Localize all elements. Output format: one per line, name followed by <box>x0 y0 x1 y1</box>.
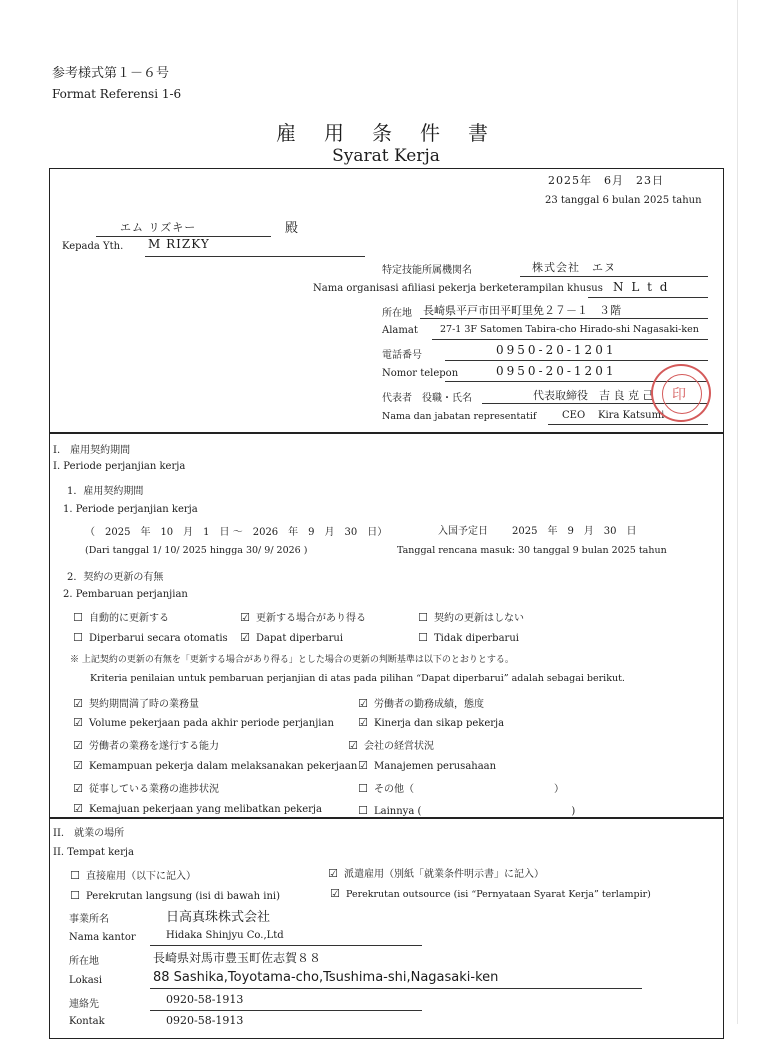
seal-text: 印 <box>672 387 686 403</box>
recipient-latin-underline <box>145 256 365 257</box>
org-label-jp: 特定技能所属機関名 <box>382 265 472 276</box>
checkbox-ability[interactable]: ☑ <box>73 739 83 752</box>
workplace-box <box>49 817 724 1039</box>
phone-value-2: 0950-20-1201 <box>496 364 617 378</box>
employment-direct-jp[interactable]: ☐ 直接雇用（以下に記入） <box>70 869 196 882</box>
office-value-id: Hidaka Shinjyu Co.,Ltd <box>166 930 284 941</box>
recipient-label-id: Kepada Yth. <box>62 241 124 252</box>
section1-sub1-jp: 1．雇用契約期間 <box>67 486 144 497</box>
criteria-performance-id: ☑ Kinerja dan sikap pekerja <box>358 716 505 729</box>
criteria-ability-jp[interactable]: ☑ 労働者の業務を遂行する能力 <box>73 739 219 752</box>
contact-label-id: Kontak <box>69 1016 105 1027</box>
renewal-note-id: Kriteria penilaian untuk pembaruan perjanjian di atas pada pilihan “Dapat diperbarui” adalah sebagai berikut. <box>90 673 625 684</box>
address-label-id: Alamat <box>382 325 418 336</box>
recipient-name-latin: M RIZKY <box>148 237 210 251</box>
period-jp: （ 2025 年 10 月 1 日 ～ 2026 年 9 月 30 日） <box>85 527 388 538</box>
section1-heading-id: I. Periode perjanjian kerja <box>53 461 186 472</box>
recipient-honorific: 殿 <box>285 221 299 236</box>
form-number-id: Format Referensi 1-6 <box>52 87 182 101</box>
org-value-latin: N L t d <box>613 280 670 294</box>
entry-id: Tanggal rencana masuk: 30 tanggal 9 bulan 2025 tahun <box>397 545 667 556</box>
location-value-id: 88 Sashika,Toyotama-cho,Tsushima-shi,Nagasaki-ken <box>153 970 499 985</box>
criteria-progress-jp[interactable]: ☑ 従事している業務の進捗状況 <box>73 782 219 795</box>
section1-sub1-id: 1. Periode perjanjian kerja <box>63 504 198 515</box>
criteria-management-jp[interactable]: ☑ 会社の経営状況 <box>348 739 434 752</box>
contact-value-1: 0920-58-1913 <box>166 993 244 1006</box>
renewal-option-none-id: ☐ Tidak diperbarui <box>418 631 519 644</box>
entry-value-jp: 2025 年 9 月 30 日 <box>512 526 637 537</box>
org-jp-underline <box>520 276 708 277</box>
criteria-progress-id: ☑ Kemajuan pekerjaan yang melibatkan pekerja <box>73 802 322 815</box>
rep-title-id: CEO <box>562 410 586 421</box>
address-label-jp: 所在地 <box>382 308 412 319</box>
employment-dispatch-id: ☑ Perekrutan outsource (isi “Pernyataan Syarat Kerja” terlampir) <box>330 887 651 900</box>
contact-label-jp: 連絡先 <box>69 999 99 1010</box>
recipient-name-kana: エム リズキー <box>120 221 197 234</box>
employment-dispatch-jp[interactable]: ☑ 派遣雇用（別紙「就業条件明示書」に記入） <box>328 867 544 880</box>
rep-value-jp: 代表取締役 吉 良 克 己 <box>533 389 654 402</box>
criteria-management-id: ☑ Manajemen perusahaan <box>358 759 497 772</box>
renewal-option-possible-id: ☑ Dapat diperbarui <box>240 631 344 644</box>
form-number-jp: 参考様式第１－６号 <box>52 66 170 81</box>
checkbox-possible[interactable]: ☑ <box>240 611 250 624</box>
phone-label-jp: 電話番号 <box>382 350 422 361</box>
contact-value-2: 0920-58-1913 <box>166 1014 244 1027</box>
address-jp-underline <box>420 318 708 319</box>
checkbox-none[interactable]: ☐ <box>418 611 428 624</box>
company-seal <box>651 364 711 422</box>
checkbox-other[interactable]: ☐ <box>358 782 368 795</box>
org-latin-underline <box>588 297 708 298</box>
criteria-volume-jp[interactable]: ☑ 契約期間満了時の業務量 <box>73 697 199 710</box>
address-value-jp: 長崎県平戸市田平町里免２７－１ ３階 <box>423 304 621 317</box>
section1-sub2-jp: 2．契約の更新の有無 <box>67 572 164 583</box>
checkbox-management[interactable]: ☑ <box>348 739 358 752</box>
address-id-underline <box>432 339 708 340</box>
phone-1-underline <box>445 360 708 361</box>
entry-label-jp: 入国予定日 <box>438 526 488 537</box>
office-label-id: Nama kantor <box>69 932 136 943</box>
rep-label-jp: 代表者 役職・氏名 <box>382 393 472 404</box>
renewal-option-auto-jp[interactable]: ☐ 自動的に更新する <box>73 611 169 624</box>
title-id: Syarat Kerja <box>332 146 440 166</box>
location-label-jp: 所在地 <box>69 956 99 967</box>
org-value-jp: 株式会社 エヌ <box>532 261 616 274</box>
checkbox-progress[interactable]: ☑ <box>73 782 83 795</box>
phone-label-id: Nomor telepon <box>382 368 459 379</box>
employment-direct-id: ☐ Perekrutan langsung (isi di bawah ini) <box>70 889 280 902</box>
org-label-id: Nama organisasi afiliasi pekerja berketerampilan khusus <box>313 283 603 294</box>
section2-heading-jp: II. 就業の場所 <box>53 828 125 839</box>
checkbox-volume[interactable]: ☑ <box>73 697 83 710</box>
criteria-other-id: ☐ Lainnya ( ) <box>358 804 576 817</box>
date-jp: 2025年 6月 23日 <box>548 174 664 187</box>
contact-underline <box>150 1010 422 1011</box>
date-id: 23 tanggal 6 bulan 2025 tahun <box>545 195 702 206</box>
rep-name-id: Kira Katsumi <box>598 410 665 421</box>
criteria-other-jp[interactable]: ☐ その他（ ） <box>358 782 564 795</box>
location-value-jp: 長崎県対馬市豊玉町佐志賀８８ <box>153 951 322 965</box>
section1-heading-jp: I. 雇用契約期間 <box>53 445 131 456</box>
criteria-volume-id: ☑ Volume pekerjaan pada akhir periode perjanjian <box>73 716 334 729</box>
section1-sub2-id: 2. Pembaruan perjanjian <box>63 589 188 600</box>
title-jp: 雇 用 条 件 書 <box>276 121 492 145</box>
checkbox-performance[interactable]: ☑ <box>358 697 368 710</box>
office-label-jp: 事業所名 <box>69 914 109 925</box>
period-id: (Dari tanggal 1/ 10/ 2025 hingga 30/ 9/ 2026 ) <box>85 545 308 556</box>
checkbox-direct[interactable]: ☐ <box>70 869 80 882</box>
office-underline <box>150 945 422 946</box>
checkbox-auto[interactable]: ☐ <box>73 611 83 624</box>
phone-value-1: 0950-20-1201 <box>496 343 617 357</box>
renewal-option-auto-id: ☐ Diperbarui secara otomatis <box>73 631 228 644</box>
renewal-option-none-jp[interactable]: ☐ 契約の更新はしない <box>418 611 524 624</box>
section2-heading-id: II. Tempat kerja <box>53 847 134 858</box>
office-value-jp: 日高真珠株式会社 <box>166 910 271 925</box>
address-value-id: 27-1 3F Satomen Tabira-cho Hirado-shi Nagasaki-ken <box>440 324 699 335</box>
rep-label-id: Nama dan jabatan representatif <box>382 411 537 422</box>
renewal-option-possible-jp[interactable]: ☑ 更新する場合があり得る <box>240 611 366 624</box>
rep-id-underline <box>548 424 708 425</box>
criteria-ability-id: ☑ Kemampuan pekerja dalam melaksanakan pekerjaan <box>73 759 358 772</box>
location-underline <box>150 988 642 989</box>
criteria-performance-jp[interactable]: ☑ 労働者の勤務成績，態度 <box>358 697 484 710</box>
checkbox-dispatch[interactable]: ☑ <box>328 867 338 880</box>
renewal-note-jp: ※ 上記契約の更新の有無を「更新する場合があり得る」とした場合の更新の判断基準は以下のとおりとする。 <box>70 655 514 665</box>
location-label-id: Lokasi <box>69 975 103 986</box>
